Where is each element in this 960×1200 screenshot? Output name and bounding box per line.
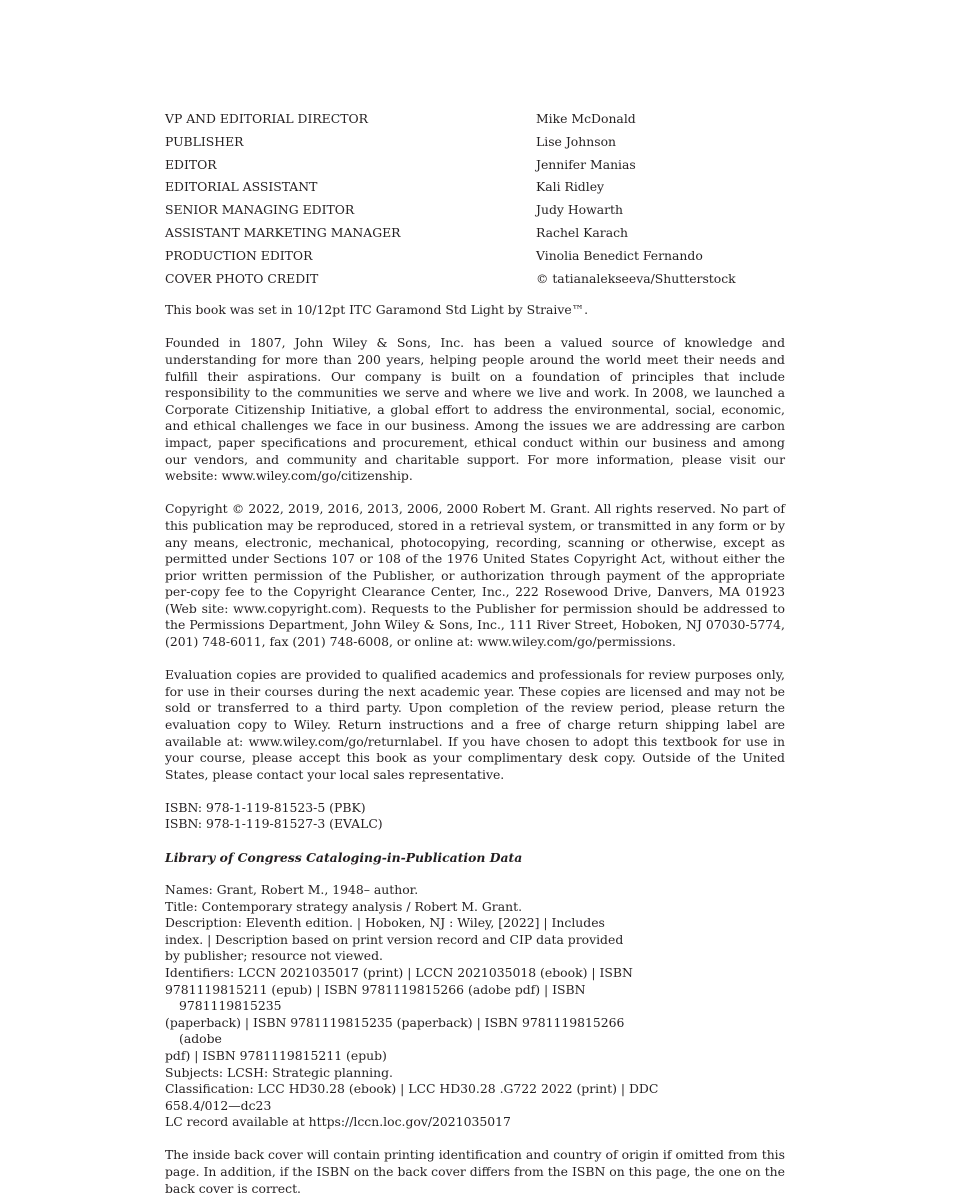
staff-name: Mike McDonald	[536, 111, 636, 126]
staff-name: Lise Johnson	[536, 133, 617, 149]
evaluation-copies-paragraph: Evaluation copies are provided to qualified academics and professionals for review purposes only, for use in their courses during the next academic year. These copies are licensed and may not be sold or transferred to a third party. Upon completion of the review period, please return the evaluation copy to Wiley. Return instructions and a free of charge return shipping label are available at: www.wiley.com/go/returnlabel. If you have chosen to adopt this textbook for use in your course, please accept this book as your complimentary desk copy. Outside of the United States, please contact your local sales representative.	[165, 667, 785, 782]
cip-description-line: index. | Description based on print version record and CIP data provided	[165, 931, 624, 947]
cip-description	[165, 915, 665, 965]
staff-row	[165, 224, 785, 247]
staff-role: COVER PHOTO CREDIT	[165, 270, 319, 286]
staff-row	[165, 110, 785, 133]
cip-heading: Library of Congress Cataloging-in-Publication Data	[165, 850, 523, 865]
staff-role: EDITOR	[165, 156, 217, 172]
cip-description-line: Description: Eleventh edition. | Hoboken, NJ : Wiley, [2022] | Includes	[165, 915, 605, 931]
cip-identifiers-line: (paperback) | ISBN 9781119815235 (paperback) | ISBN 9781119815266 (adobe	[165, 1014, 625, 1047]
typeset-note: This book was set in 10/12pt ITC Garamond Std Light by Straive™.	[165, 302, 589, 318]
staff-role: VP AND EDITORIAL DIRECTOR	[165, 111, 368, 126]
staff-name: Rachel Karach	[536, 224, 629, 240]
staff-role: SENIOR MANAGING EDITOR	[165, 202, 355, 218]
cip-classification-line: Classification: LCC HD30.28 (ebook) | LCC HD30.28 .G722 2022 (print) | DDC	[165, 1081, 659, 1097]
staff-name: © tatianalekseeva/Shutterstock	[536, 270, 736, 286]
isbn-line: ISBN: 978-1-119-81527-3 (EVALC)	[165, 816, 383, 832]
staff-name: Judy Howarth	[536, 202, 623, 218]
copyright-page	[165, 110, 785, 1197]
staff-role: ASSISTANT MARKETING MANAGER	[165, 224, 401, 240]
isbn-line: ISBN: 978-1-119-81523-5 (PBK)	[165, 799, 366, 815]
cip-identifiers	[165, 965, 665, 1065]
cip-names: Names: Grant, Robert M., 1948– author.	[165, 882, 419, 897]
cip-data-block	[165, 882, 665, 1131]
cip-identifiers-line: 9781119815211 (epub) | ISBN 9781119815266 (adobe pdf) | ISBN 9781119815235	[165, 981, 586, 1014]
cip-description-line: by publisher; resource not viewed.	[165, 948, 383, 964]
copyright-paragraph: Copyright © 2022, 2019, 2016, 2013, 2006, 2000 Robert M. Grant. All rights reserved. No part of this publication may be reproduced, stored in a retrieval system, or transmitted in any form or by any means, electronic, mechanical, photocopying, recording, scanning or otherwise, except as permitted under Sections 107 or 108 of the 1976 United States Copyright Act, without either the prior written permission of the Publisher, or authorization through payment of the appropriate per-copy fee to the Copyright Clearance Center, Inc., 222 Rosewood Drive, Danvers, MA 01923 (Web site: www.copyright.com). Requests to the Publisher for permission should be addressed to the Permissions Department, John Wiley & Sons, Inc., 111 River Street, Hoboken, NJ 07030-5774, (201) 748-6011, fax (201) 748-6008, or online at: www.wiley.com/go/permissions.	[165, 501, 785, 650]
cip-identifiers-line: pdf) | ISBN 9781119815211 (epub)	[165, 1047, 387, 1063]
isbn-list	[165, 800, 785, 833]
staff-row	[165, 270, 785, 293]
staff-row	[165, 178, 785, 201]
staff-row	[165, 247, 785, 270]
staff-row	[165, 201, 785, 224]
cip-classification-line: 658.4/012—dc23	[165, 1097, 272, 1113]
cip-classification	[165, 1081, 665, 1114]
staff-credits	[165, 110, 785, 292]
staff-role: PUBLISHER	[165, 133, 244, 149]
staff-name: Jennifer Manias	[536, 156, 636, 172]
cip-identifiers-line: Identifiers: LCCN 2021035017 (print) | LCCN 2021035018 (ebook) | ISBN	[165, 964, 633, 980]
staff-name: Kali Ridley	[536, 179, 605, 195]
staff-role: PRODUCTION EDITOR	[165, 247, 313, 263]
staff-row	[165, 133, 785, 156]
cip-title: Title: Contemporary strategy analysis / Robert M. Grant.	[165, 898, 523, 914]
staff-role: EDITORIAL ASSISTANT	[165, 179, 318, 195]
staff-row	[165, 156, 785, 179]
cip-lc-record: LC record available at https://lccn.loc.gov/2021035017	[165, 1114, 511, 1130]
cip-subjects: Subjects: LCSH: Strategic planning.	[165, 1064, 393, 1080]
wiley-founded-paragraph: Founded in 1807, John Wiley & Sons, Inc. has been a valued source of knowledge and understanding for more than 200 years, helping people around the world meet their needs and fulfill their aspirations. Our company is built on a foundation of principles that include responsibility to the communities we serve and where we live and work. In 2008, we launched a Corporate Citizenship Initiative, a global effort to address the environmental, social, economic, and ethical challenges we face in our business. Among the issues we are addressing are carbon impact, paper specifications and procurement, ethical conduct within our business and among our vendors, and community and charitable support. For more information, please visit our website: www.wiley.com/go/citizenship.	[165, 335, 785, 484]
staff-name: Vinolia Benedict Fernando	[536, 247, 703, 263]
inside-back-cover-note: The inside back cover will contain printing identification and country of origin if omitted from this page. In addition, if the ISBN on the back cover differs from the ISBN on this page, the one on the back cover is correct.	[165, 1147, 785, 1196]
